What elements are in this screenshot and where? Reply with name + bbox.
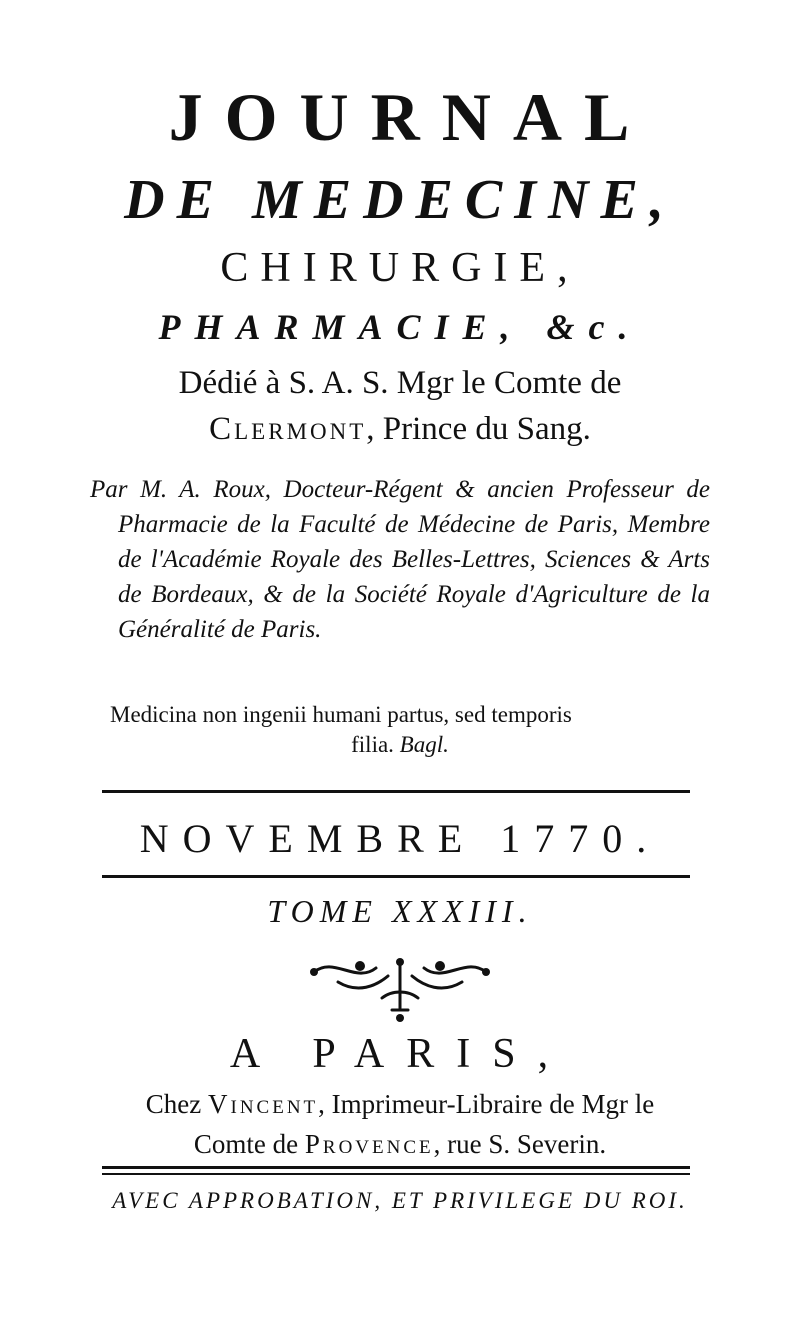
dedication-name: Clermont	[209, 411, 367, 447]
publisher-name: Vincent	[208, 1089, 319, 1119]
publisher-line2-name: Provence	[304, 1129, 434, 1159]
rule-top	[102, 790, 690, 793]
dedication-line2	[90, 406, 710, 452]
dedication-line1: Dédié à S. A. S. Mgr le Comte de	[178, 365, 622, 401]
author-block	[90, 472, 710, 647]
pharmacie-title: PHARMACIE, &c.	[158, 307, 642, 347]
author-text: Par M. A. Roux, Docteur-Régent & ancien Professeur de Pharmacie de la Faculté de Médecine de Paris, Membre de l'Académie Royale des Belles-Lettres, Sciences & Arts de Bordeaux, & de la Société Royale d'Agriculture de la Généralité de Paris.	[90, 476, 710, 643]
motto-line1: Medicina non ingenii humani partus, sed temporis	[110, 702, 572, 727]
tome-number: TOME XXXIII.	[267, 893, 533, 929]
ornament-icon	[300, 950, 500, 1030]
chirurgie-title: CHIRURGIE,	[220, 245, 580, 291]
motto-source: Bagl.	[399, 732, 449, 757]
publisher-line2	[90, 1124, 710, 1164]
motto-line2: filia.	[351, 732, 394, 757]
dedication-suffix: , Prince du Sang.	[366, 411, 591, 447]
dedication	[90, 360, 710, 452]
rule-middle	[102, 875, 690, 878]
place-of-publication: A PARIS,	[229, 1031, 571, 1077]
publisher-line2-prefix: Comte de	[193, 1129, 299, 1159]
rule-bottom-2	[102, 1173, 690, 1175]
approbation: AVEC APPROBATION, ET PRIVILEGE DU ROI.	[112, 1188, 688, 1213]
publisher-block	[90, 1084, 710, 1164]
rule-bottom-1	[102, 1166, 690, 1169]
publisher-line1	[90, 1084, 710, 1124]
publisher-prefix: Chez	[145, 1089, 202, 1119]
journal-title: JOURNAL	[168, 79, 652, 155]
issue-date: NOVEMBRE 1770.	[139, 816, 661, 861]
publisher-line2-rest: , rue S. Severin.	[433, 1129, 607, 1159]
de-medecine-title: DE MEDECINE,	[124, 169, 676, 231]
motto	[110, 700, 690, 760]
motto-line2-wrap	[110, 730, 690, 760]
publisher-rest: , Imprimeur-Libraire de Mgr le	[318, 1089, 655, 1119]
